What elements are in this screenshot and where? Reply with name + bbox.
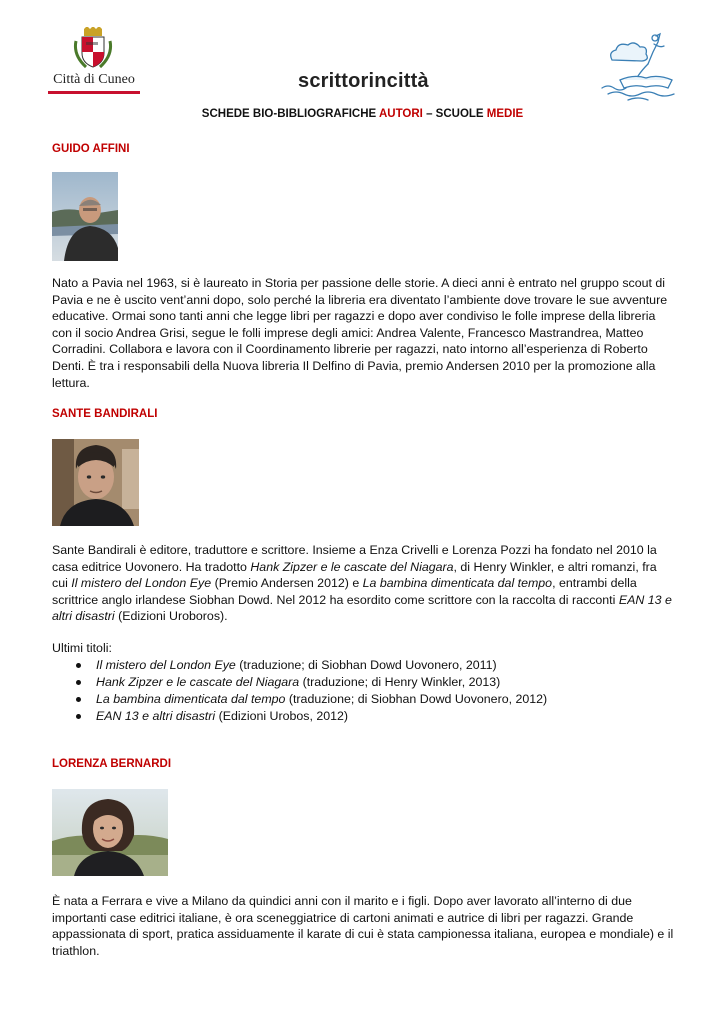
- author-bio: Nato a Pavia nel 1963, si è laureato in Storia per passione delle storie. A dieci anni è entrato nel gruppo scout di Pavia e ne è uscito vent’anni dopo, solo perché la libreria era diventato l’ambiente dove trovare le sue avventure educative. Ormai sono tanti anni che legge libri per ragazzi e dopo aver condiviso le folle imprese della libreria con il socio Andrea Grisi, segue le folli imprese degli amici: Andrea Valente, Francesco Mastrandrea, Matteo Corradini. Collabora e lavora con il Coordinamento librerie per ragazzi, nato intorno all’esperienza di Roberto Denti. È tra i responsabili della Nuova libreria Il Delfino di Pavia, premio Andersen 2010 per la promozione alla lettura.: [52, 276, 668, 390]
- document-heading: [0, 108, 725, 120]
- author-section-bernardi: [52, 758, 674, 963]
- city-of-cuneo-logo: [46, 27, 142, 97]
- title-name: EAN 13 e altri disastri: [96, 709, 216, 723]
- author-bio: È nata a Ferrara e vive a Milano da quindici anni con il marito e i figli. Dopo aver lavorato all’interno di due importanti case editrici italiane, è ora sceneggiatrice di cartoni animati e autrice di libri per ragazzi. Grande appassionata di sport, pratica assiduamente il karate di cui è stata campionessa italiana, europea e mondiale) e il triathlon.: [52, 894, 674, 958]
- latest-titles-label: Ultimi titoli:: [52, 641, 112, 655]
- title-name: Hank Zipzer e le cascate del Niagara: [96, 675, 300, 689]
- title-note: (traduzione; di Henry Winkler, 2013): [299, 675, 501, 689]
- logo-red-bar: [48, 91, 140, 94]
- author-name: SANTE BANDIRALI: [52, 408, 158, 420]
- list-item: [52, 691, 547, 708]
- author-bio: [52, 542, 674, 625]
- city-crest-icon: [72, 27, 114, 71]
- title-note: (traduzione; di Siobhan Dowd Uovonero, 2011): [235, 658, 497, 672]
- list-item: [52, 674, 547, 691]
- list-item: [52, 708, 547, 725]
- list-item: [52, 657, 547, 674]
- heading-part-3: – SCUOLE: [422, 108, 487, 120]
- author-photo-bandirali: [52, 439, 139, 526]
- author-section-affini: [52, 143, 674, 390]
- author-name: LORENZA BERNARDI: [52, 758, 172, 770]
- heading-part-1: SCHEDE BIO-BIBLIOGRAFICHE: [201, 108, 379, 120]
- bio-title-hank-zipzer: Hank Zipzer e le cascate del Niagara: [250, 559, 454, 574]
- city-logo-text: Città di Cuneo: [53, 72, 135, 87]
- bio-text-i: (Edizioni Uroboros).: [114, 609, 228, 624]
- bio-text-a: Sante Bandirali è editore, traduttore e scrittore. Insieme a Enza Crivelli e Lorenza Pozzi ha fondato nel 2010 la casa editrice Uovonero. Ha tradotto: [52, 543, 657, 574]
- title-note: (traduzione; di Siobhan Dowd Uovonero, 2012): [285, 692, 548, 706]
- bio-title-ean13: EAN 13 e altri disastri: [52, 592, 672, 624]
- scrittorincitta-illustration-icon: [598, 30, 678, 102]
- title-name: La bambina dimenticata dal tempo: [96, 692, 286, 706]
- bio-text-e: (Premio Andersen 2012) e: [211, 576, 363, 591]
- title-note: (Edizioni Urobos, 2012): [215, 709, 349, 723]
- author-section-bandirali: [52, 408, 674, 728]
- author-photo-bernardi: [52, 789, 168, 876]
- bio-title-bambina: La bambina dimenticata dal tempo: [362, 576, 553, 591]
- bio-text-c: , di Henry Winkler, e altri romanzi, fra cui: [52, 559, 657, 591]
- author-photo-affini: [52, 172, 118, 261]
- heading-part-authors: AUTORI: [379, 108, 423, 120]
- bio-text-g: , entrambi della scrittrice anglo irlandese Siobhan Dowd. Nel 2012 ha esordito come scrittore con la raccolta di racconti: [52, 576, 637, 607]
- title-name: Il mistero del London Eye: [96, 658, 236, 672]
- brand-title: scrittorincittà: [298, 70, 429, 92]
- heading-part-medie: MEDIE: [486, 108, 524, 120]
- bio-title-london-eye: Il mistero del London Eye: [71, 576, 212, 591]
- author-name: GUIDO AFFINI: [52, 143, 130, 155]
- latest-titles-list: [52, 657, 547, 725]
